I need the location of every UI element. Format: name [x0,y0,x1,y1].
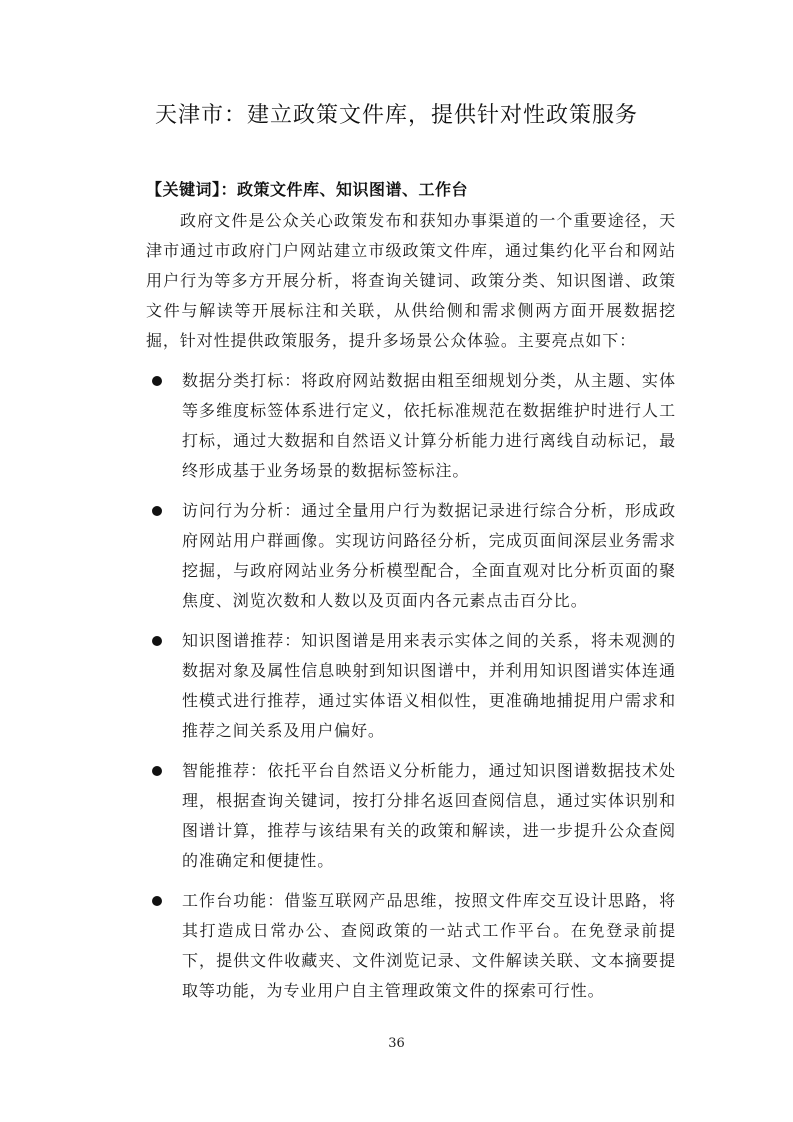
list-item [146,886,676,1006]
intro-paragraph: 政府文件是公众关心政策发布和获知办事渠道的一个重要途径，天津市通过市政府门户网站建立市级政策文件库，通过集约化平台和网站用户行为等多方开展分析，将查询关键词、政策分类、知识图谱、政策文件与解读等开展标注和关联，从供给侧和需求侧两方面开展数据挖掘，针对性提供政策服务，提升多场景公众体验。主要亮点如下： [146,211,676,350]
highlights-list [146,366,676,1016]
page-number: 36 [388,1036,405,1051]
list-item-text: 知识图谱推荐：知识图谱是用来表示实体之间的关系，将未观测的数据对象及属性信息映射到知识图谱中，并利用知识图谱实体连通性模式进行推荐，通过实体语义相似性，更准确地捕捉用户需求和推荐之间关系及用户偏好。 [182,631,676,740]
list-item [146,496,676,616]
bullet-icon [152,636,162,646]
list-item-text: 访问行为分析：通过全量用户行为数据记录进行综合分析，形成政府网站用户群画像。实现访问路径分析，完成页面间深层业务需求挖掘，与政府网站业务分析模型配合，全面直观对比分析页面的聚焦度、浏览次数和人数以及页面内各元素点击百分比。 [182,501,676,610]
list-item [146,626,676,746]
bullet-icon [152,766,162,776]
list-item-text: 智能推荐：依托平台自然语义分析能力，通过知识图谱数据技术处理，根据查询关键词，按打分排名返回查阅信息，通过实体识别和图谱计算，推荐与该结果有关的政策和解读，进一步提升公众查阅的准确定和便捷性。 [182,761,676,870]
list-item-text: 工作台功能：借鉴互联网产品思维，按照文件库交互设计思路，将其打造成日常办公、查阅政策的一站式工作平台。在免登录前提下，提供文件收藏夹、文件浏览记录、文件解读关联、文本摘要提取等功能，为专业用户自主管理政策文件的探索可行性。 [182,891,676,1000]
list-item-text: 数据分类打标：将政府网站数据由粗至细规划分类，从主题、实体等多维度标签体系进行定义，依托标准规范在数据维护时进行人工打标，通过大数据和自然语义计算分析能力进行离线自动标记，最终形成基于业务场景的数据标签标注。 [182,371,676,480]
bullet-icon [152,506,162,516]
keywords-line: 【关键词】：政策文件库、知识图谱、工作台 [146,180,469,199]
bullet-icon [152,376,162,386]
bullet-icon [152,896,162,906]
page-title: 天津市：建立政策文件库，提供针对性政策服务 [154,103,638,128]
list-item [146,366,676,486]
list-item [146,756,676,876]
